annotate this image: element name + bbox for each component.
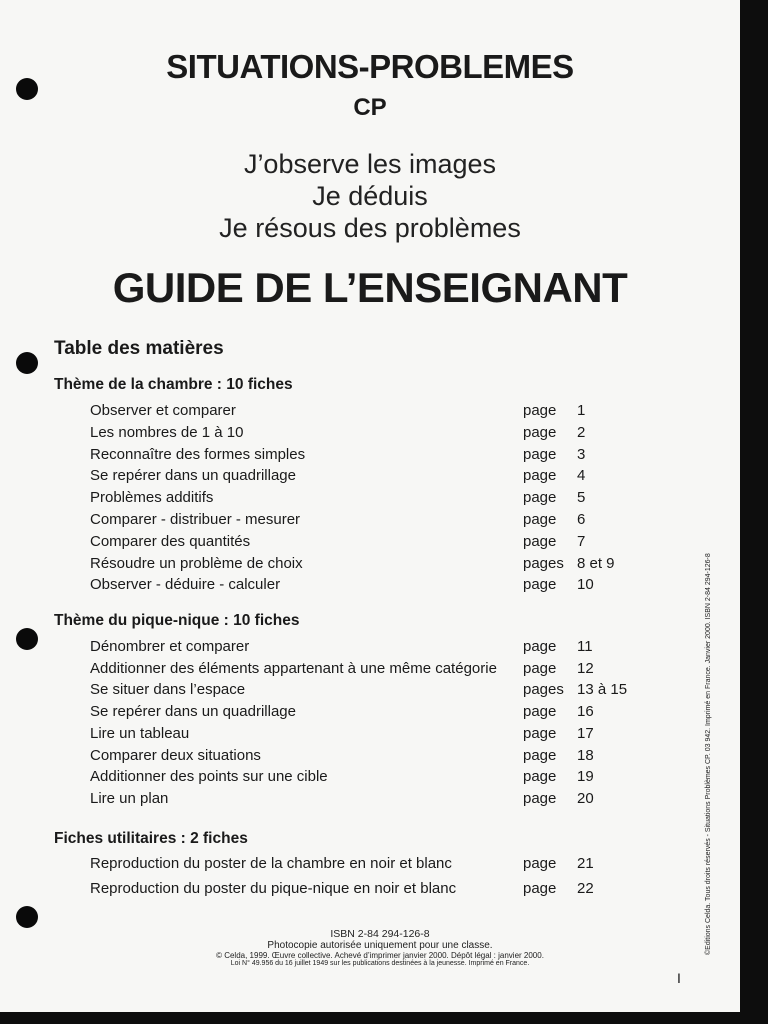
entry-label: Additionner des points sur une cible (90, 768, 328, 786)
entry-page-number: 3 (577, 445, 586, 463)
toc-entry (90, 467, 650, 487)
entry-page-number: 6 (577, 511, 586, 528)
side-copyright: ©Editions Celda. Tous droits réservés - Situations Problèmes CP. 03 942. Imprimé en France. Janvier 2000. ISBN 2-84 294-126-8 (705, 553, 712, 955)
page-word: page (523, 445, 557, 463)
toc-entry (90, 638, 650, 658)
toc-entry (90, 402, 650, 422)
entry-page-number: 18 (577, 746, 594, 764)
subtitle-line: Je déduis (312, 181, 428, 211)
photocopy-notice: Photocopie autorisée uniquement pour une classe. (267, 940, 493, 951)
page-word: page (523, 768, 557, 786)
level-label: CP (353, 94, 387, 121)
toc-title: Table des matières (54, 338, 224, 359)
entry-label: Se repérer dans un quadrillage (90, 703, 296, 721)
toc-entry (90, 489, 650, 509)
page-word: page (523, 724, 557, 742)
toc-entry (90, 511, 650, 531)
isbn: ISBN 2-84 294-126-8 (330, 928, 430, 940)
subtitle-line: Je résous des problèmes (219, 213, 521, 243)
entry-label: Comparer deux situations (90, 746, 261, 764)
entry-page-number: 7 (577, 532, 586, 550)
page-word: page (523, 880, 557, 897)
entry-page-number: 12 (577, 659, 594, 677)
page-word: page (523, 402, 557, 419)
entry-page-number: 2 (577, 423, 586, 441)
page-word: page (523, 789, 557, 807)
page-word: page (523, 576, 557, 594)
entry-page-number: 17 (577, 724, 594, 742)
page-word: page (523, 511, 557, 528)
section-heading: Thème du pique-nique : 10 fiches (54, 612, 300, 629)
page-word: page (523, 532, 557, 550)
punch-hole (16, 352, 38, 374)
page-word: page (523, 703, 557, 721)
toc-entry (90, 424, 650, 444)
copyright-line: © Celda, 1999. Œuvre collective. Achevé d’imprimer janvier 2000. Dépôt légal : janvier 2000. (216, 951, 544, 960)
subtitle-line: J’observe les images (243, 149, 497, 179)
punch-hole (16, 628, 38, 650)
entry-label: Reproduction du poster du pique-nique en noir et blanc (90, 880, 457, 897)
section-heading: Fiches utilitaires : 2 fiches (54, 830, 248, 847)
entry-page-number: 19 (577, 768, 594, 786)
entry-label: Comparer - distribuer - mesurer (90, 511, 301, 528)
toc-entry (90, 703, 650, 723)
entry-label: Résoudre un problème de choix (90, 554, 303, 572)
entry-page-number: 10 (577, 576, 594, 594)
entry-label: Dénombrer et comparer (90, 638, 250, 655)
document-title: SITUATIONS-PROBLEMES (166, 48, 574, 85)
entry-page-number: 20 (577, 789, 594, 807)
page-word: page (523, 746, 557, 764)
toc-entry (90, 790, 650, 810)
entry-label: Observer - déduire - calculer (90, 576, 281, 594)
entry-label: Les nombres de 1 à 10 (90, 423, 244, 441)
entry-label: Lire un plan (90, 789, 169, 807)
page-number: I (677, 970, 681, 986)
toc-entry (90, 768, 650, 788)
entry-label: Additionner des éléments appartenant à une même catégorie (90, 659, 497, 677)
toc-entry (90, 747, 650, 767)
entry-label: Lire un tableau (90, 724, 190, 742)
toc-entry (90, 725, 650, 745)
entry-label: Comparer des quantités (90, 532, 251, 550)
entry-page-number: 21 (577, 855, 594, 872)
page-word: pages (523, 554, 564, 572)
page-word: page (523, 855, 557, 872)
toc-entry (90, 533, 650, 553)
entry-label: Se situer dans l’espace (90, 681, 246, 699)
page-word: page (523, 659, 557, 677)
toc-entry (90, 880, 650, 900)
toc-entry (90, 576, 650, 596)
page-word: page (523, 638, 557, 655)
entry-label: Reproduction du poster de la chambre en noir et blanc (90, 855, 452, 872)
punch-hole (16, 906, 38, 928)
law-notice: Loi N° 49.956 du 16 juillet 1949 sur les publications destinées à la jeunesse. Imprimé en France. (230, 960, 530, 967)
section-heading: Thème de la chambre : 10 fiches (54, 376, 293, 393)
toc-entry (90, 855, 650, 875)
entry-page-number: 8 et 9 (577, 554, 615, 572)
page-word: page (523, 467, 557, 485)
entry-page-number: 22 (577, 880, 594, 897)
page-word: page (523, 423, 557, 441)
entry-label: Observer et comparer (90, 402, 236, 419)
toc-entry (90, 555, 650, 575)
toc-entry (90, 681, 650, 701)
guide-title: GUIDE DE L’ENSEIGNANT (112, 264, 628, 311)
entry-label: Problèmes additifs (90, 489, 214, 507)
toc-entry (90, 446, 650, 466)
entry-page-number: 11 (577, 638, 593, 655)
entry-page-number: 5 (577, 489, 586, 507)
page-word: pages (523, 681, 564, 699)
entry-page-number: 4 (577, 467, 586, 485)
toc-entry (90, 660, 650, 680)
entry-page-number: 16 (577, 703, 594, 721)
entry-label: Se repérer dans un quadrillage (90, 467, 296, 485)
entry-label: Reconnaître des formes simples (90, 445, 306, 463)
entry-page-number: 1 (577, 402, 586, 419)
page-word: page (523, 489, 557, 507)
entry-page-number: 13 à 15 (577, 681, 628, 699)
